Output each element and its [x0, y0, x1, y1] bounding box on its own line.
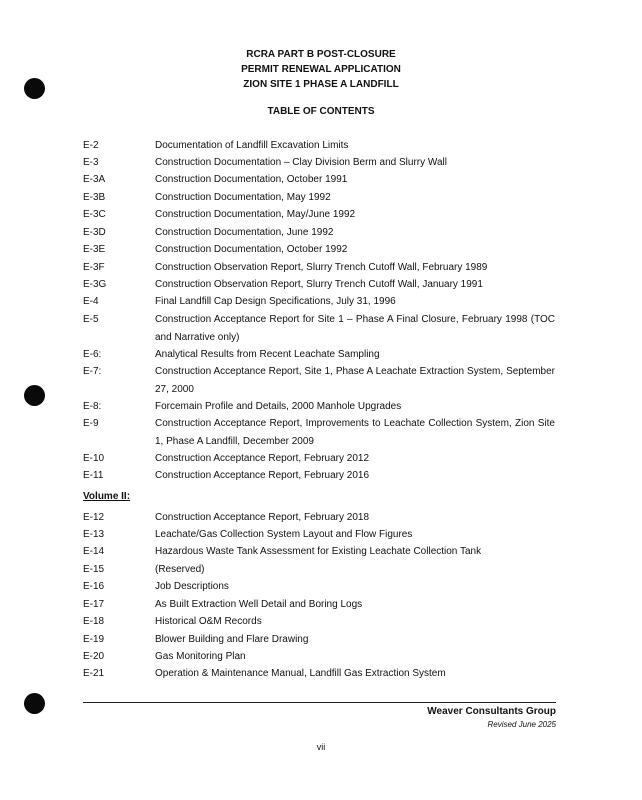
- entry-code: E-9: [83, 418, 99, 429]
- entry-text: Construction Acceptance Report, Improvements to Leachate Collection System, Zion Site 1, Phase A Landfill, December 2009: [155, 418, 555, 447]
- entry-text: Documentation of Landfill Excavation Limits: [155, 140, 349, 151]
- entry-text: Construction Documentation, May 1992: [155, 192, 331, 203]
- entry-text: Construction Documentation – Clay Division Berm and Slurry Wall: [155, 157, 447, 168]
- entry-text: Historical O&M Records: [155, 616, 262, 627]
- binder-hole: [24, 693, 45, 714]
- entry-text: Construction Acceptance Report, February 2016: [155, 470, 370, 481]
- entry-text: As Built Extraction Well Detail and Boring Logs: [155, 599, 363, 610]
- entry-code: E-15: [83, 564, 105, 575]
- page-number: vii: [316, 742, 326, 752]
- entry-code: E-3G: [83, 279, 107, 290]
- entry-text: Construction Acceptance Report, February 2018: [155, 512, 370, 523]
- entry-text: Operation & Maintenance Manual, Landfill Gas Extraction System: [155, 668, 446, 679]
- entry-text: Construction Acceptance Report for Site 1 – Phase A Final Closure, February 1998 (TOC and Narrative only): [155, 314, 555, 343]
- entry-text: Blower Building and Flare Drawing: [155, 634, 309, 645]
- entry-code: E-3C: [83, 209, 106, 220]
- entry-code: E-6:: [83, 349, 102, 360]
- entry-text: Job Descriptions: [155, 581, 229, 592]
- doc-title-line1: RCRA PART B POST-CLOSURE: [246, 49, 396, 60]
- entry-text: (Reserved): [155, 564, 205, 575]
- entry-code: E-3D: [83, 227, 106, 238]
- entry-text: Analytical Results from Recent Leachate Sampling: [155, 349, 380, 360]
- entry-code: E-11: [83, 470, 104, 481]
- entry-text: Construction Documentation, May/June 1992: [155, 209, 356, 220]
- entry-code: E-12: [83, 512, 105, 523]
- entry-text: Construction Documentation, October 1992: [155, 244, 348, 255]
- entry-text: Construction Observation Report, Slurry Trench Cutoff Wall, January 1991: [155, 279, 483, 290]
- entry-code: E-3A: [83, 174, 106, 185]
- entry-text: Leachate/Gas Collection System Layout and Flow Figures: [155, 529, 413, 540]
- entry-text: Final Landfill Cap Design Specifications, July 31, 1996: [155, 296, 396, 307]
- entry-code: E-18: [83, 616, 105, 627]
- entry-code: E-14: [83, 546, 105, 557]
- entry-text: Construction Acceptance Report, February 2012: [155, 453, 370, 464]
- entry-code: E-3: [83, 157, 99, 168]
- entry-code: E-4: [83, 296, 99, 307]
- entry-code: E-3E: [83, 244, 106, 255]
- entry-code: E-19: [83, 634, 105, 645]
- entry-text: Hazardous Waste Tank Assessment for Existing Leachate Collection Tank: [155, 546, 482, 557]
- binder-hole: [24, 385, 45, 406]
- doc-title-line3: ZION SITE 1 PHASE A LANDFILL: [243, 79, 399, 90]
- entry-code: E-21: [83, 668, 105, 679]
- entry-text: Gas Monitoring Plan: [155, 651, 246, 662]
- entry-code: E-3B: [83, 192, 106, 203]
- entry-text: Construction Acceptance Report, Site 1, Phase A Leachate Extraction System, September 27, 2000: [155, 366, 555, 395]
- revision-date: Revised June 2025: [487, 720, 556, 729]
- entry-code: E-8:: [83, 401, 102, 412]
- entry-code: E-2: [83, 140, 99, 151]
- entry-code: E-20: [83, 651, 105, 662]
- entry-code: E-17: [83, 599, 105, 610]
- company-name: Weaver Consultants Group: [427, 706, 556, 717]
- entry-code: E-3F: [83, 262, 105, 273]
- entry-code: E-16: [83, 581, 105, 592]
- volume-heading: Volume II:: [83, 491, 131, 502]
- toc-title: TABLE OF CONTENTS: [267, 106, 375, 117]
- doc-title-line2: PERMIT RENEWAL APPLICATION: [241, 64, 401, 75]
- entry-code: E-5: [83, 314, 99, 325]
- entry-code: E-10: [83, 453, 105, 464]
- entry-text: Construction Documentation, June 1992: [155, 227, 334, 238]
- entry-text: Forcemain Profile and Details, 2000 Manhole Upgrades: [155, 401, 402, 412]
- footer-rule: [83, 702, 556, 703]
- entry-text: Construction Documentation, October 1991: [155, 174, 348, 185]
- entry-code: E-7:: [83, 366, 102, 377]
- entry-code: E-13: [83, 529, 105, 540]
- entry-text: Construction Observation Report, Slurry Trench Cutoff Wall, February 1989: [155, 262, 488, 273]
